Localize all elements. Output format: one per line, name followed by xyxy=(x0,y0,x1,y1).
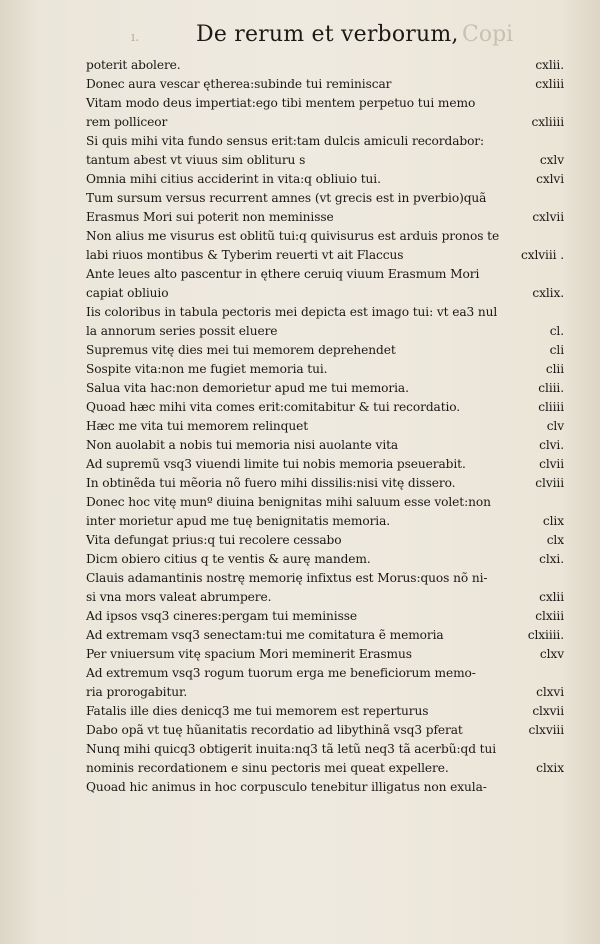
line-text: Ante leues alto pascentur in ęthere ceruiq viuum Erasmum Mori xyxy=(86,267,480,281)
text-line xyxy=(86,607,564,626)
text-line xyxy=(86,474,564,493)
line-text: inter morietur apud me tuę benignitatis memoria. xyxy=(86,514,391,528)
line-number: cliiii xyxy=(538,400,564,414)
line-number: cxlii xyxy=(539,590,564,604)
text-block xyxy=(86,56,564,797)
line-text: Vitam modo deus impertiat:ego tibi mentem perpetuo tui memo xyxy=(86,96,476,110)
line-number: cxliii xyxy=(535,77,564,91)
line-number: clxiii xyxy=(535,609,564,623)
text-line xyxy=(86,246,564,265)
text-line xyxy=(86,531,564,550)
line-number: clxiiii. xyxy=(527,628,564,642)
line-text: Donec hoc vitę munº diuina benignitas mihi saluum esse volet:non xyxy=(86,495,491,509)
line-number: clvii xyxy=(539,457,564,471)
line-number: clx xyxy=(546,533,564,547)
line-number: cl. xyxy=(549,324,564,338)
text-line xyxy=(86,493,564,512)
line-text: Salua vita hac:non demorietur apud me tui memoria. xyxy=(86,381,409,395)
text-line xyxy=(86,455,564,474)
text-line xyxy=(86,550,564,569)
line-number: cxlviii . xyxy=(520,248,564,262)
line-number: clviii xyxy=(535,476,564,490)
text-line xyxy=(86,227,564,246)
line-number: clxi. xyxy=(539,552,564,566)
text-line xyxy=(86,512,564,531)
bleed-through-mark: ı. xyxy=(131,30,140,45)
line-text: In obtinẽda tui mẽoria nõ fuero mihi dissilis:nisi vitę dissero. xyxy=(86,476,456,490)
line-text: Hæc me vita tui memorem relinquet xyxy=(86,419,309,433)
bleed-through-text: Copi xyxy=(462,22,514,47)
line-text: Ad ipsos vsq3 cineres:pergam tui meminisse xyxy=(86,609,358,623)
line-text: Dicm obiero citius q te ventis & aurę mandem. xyxy=(86,552,371,566)
text-line xyxy=(86,417,564,436)
running-head: De rerum et verborum, xyxy=(196,22,459,47)
line-text: Quoad hic animus in hoc corpusculo tenebitur illigatus non exula- xyxy=(86,780,487,794)
text-line xyxy=(86,56,564,75)
line-text: Dabo opã vt tuę hũanitatis recordatio ad libythinã vsq3 pferat xyxy=(86,723,463,737)
text-line xyxy=(86,170,564,189)
line-text: tantum abest vt viuus sim oblituru s xyxy=(86,153,306,167)
line-text: Tum sursum versus recurrent amnes (vt grecis est in pverbio)quã xyxy=(86,191,487,205)
text-line xyxy=(86,284,564,303)
page-header xyxy=(0,22,600,52)
text-line xyxy=(86,189,564,208)
text-line xyxy=(86,588,564,607)
line-text: Per vniuersum vitę spacium Mori meminerit Erasmus xyxy=(86,647,412,661)
line-number: clvi. xyxy=(539,438,564,452)
text-line xyxy=(86,265,564,284)
text-line xyxy=(86,341,564,360)
line-text: Donec aura vescar ętherea:subinde tui reminiscar xyxy=(86,77,392,91)
text-line xyxy=(86,379,564,398)
line-text: Ad extremum vsq3 rogum tuorum erga me beneficiorum memo- xyxy=(86,666,476,680)
line-text: Supremus vitę dies mei tui memorem deprehendet xyxy=(86,343,396,357)
text-line xyxy=(86,759,564,778)
line-number: clix xyxy=(542,514,564,528)
line-number: clxvi xyxy=(536,685,564,699)
line-text: Vita defungat prius:q tui recolere cessabo xyxy=(86,533,342,547)
text-line xyxy=(86,683,564,702)
line-number: cxliiii xyxy=(531,115,564,129)
line-text: Omnia mihi citius acciderint in vita:q obliuio tui. xyxy=(86,172,381,186)
text-line xyxy=(86,626,564,645)
line-text: nominis recordationem e sinu pectoris mei queat expellere. xyxy=(86,761,449,775)
text-line xyxy=(86,664,564,683)
line-number: clxvii xyxy=(532,704,564,718)
line-text: la annorum series possit eluere xyxy=(86,324,278,338)
line-text: Nunq mihi quicq3 obtigerit inuita:nq3 tã letũ neq3 tã acerbũ:qd tui xyxy=(86,742,497,756)
line-text: Ad supremũ vsq3 viuendi limite tui nobis memoria pseuerabit. xyxy=(86,457,466,471)
text-line xyxy=(86,645,564,664)
text-line xyxy=(86,303,564,322)
text-line xyxy=(86,75,564,94)
line-text: Si quis mihi vita fundo sensus erit:tam dulcis amiculi recordabor: xyxy=(86,134,485,148)
line-text: ria prorogabitur. xyxy=(86,685,188,699)
text-line xyxy=(86,360,564,379)
line-text: labi riuos montibus & Tyberim reuerti vt ait Flaccus xyxy=(86,248,404,262)
text-line xyxy=(86,322,564,341)
line-text: Non alius me visurus est oblitũ tui:q quivisurus est arduis pronos te xyxy=(86,229,500,243)
text-line xyxy=(86,94,564,113)
line-text: Clauis adamantinis nostrę memorię infixtus est Morus:quos nõ ni- xyxy=(86,571,488,585)
text-line xyxy=(86,113,564,132)
line-number: cxlvii xyxy=(532,210,564,224)
text-line xyxy=(86,702,564,721)
line-text: Ad extremam vsq3 senectam:tui me comitatura ẽ memoria xyxy=(86,628,444,642)
line-number: clii xyxy=(545,362,564,376)
text-line xyxy=(86,151,564,170)
text-line xyxy=(86,740,564,759)
text-line xyxy=(86,132,564,151)
line-number: cxlii. xyxy=(535,58,564,72)
text-line xyxy=(86,398,564,417)
line-number: cxlix. xyxy=(532,286,564,300)
line-number: clxviii xyxy=(528,723,564,737)
line-number: clxv xyxy=(539,647,564,661)
text-line xyxy=(86,208,564,227)
line-text: Quoad hæc mihi vita comes erit:comitabitur & tui recordatio. xyxy=(86,400,461,414)
line-text: rem polliceor xyxy=(86,115,168,129)
line-number: clv xyxy=(546,419,564,433)
line-text: capiat obliuio xyxy=(86,286,169,300)
line-text: Fatalis ille dies denicq3 me tui memorem est reperturus xyxy=(86,704,429,718)
line-number: cxlv xyxy=(539,153,564,167)
line-text: poterit abolere. xyxy=(86,58,181,72)
text-line xyxy=(86,569,564,588)
line-number: clxix xyxy=(536,761,564,775)
line-text: Non auolabit a nobis tui memoria nisi auolante vita xyxy=(86,438,399,452)
line-text: Erasmus Mori sui poterit non meminisse xyxy=(86,210,334,224)
line-text: Iis coloribus in tabula pectoris mei depicta est imago tui: vt ea3 nul xyxy=(86,305,498,319)
line-number: cli xyxy=(549,343,564,357)
text-line xyxy=(86,778,564,797)
line-number: cxlvi xyxy=(536,172,564,186)
line-text: Sospite vita:non me fugiet memoria tui. xyxy=(86,362,328,376)
line-number: cliii. xyxy=(538,381,564,395)
text-line xyxy=(86,436,564,455)
line-text: si vna mors valeat abrumpere. xyxy=(86,590,272,604)
text-line xyxy=(86,721,564,740)
